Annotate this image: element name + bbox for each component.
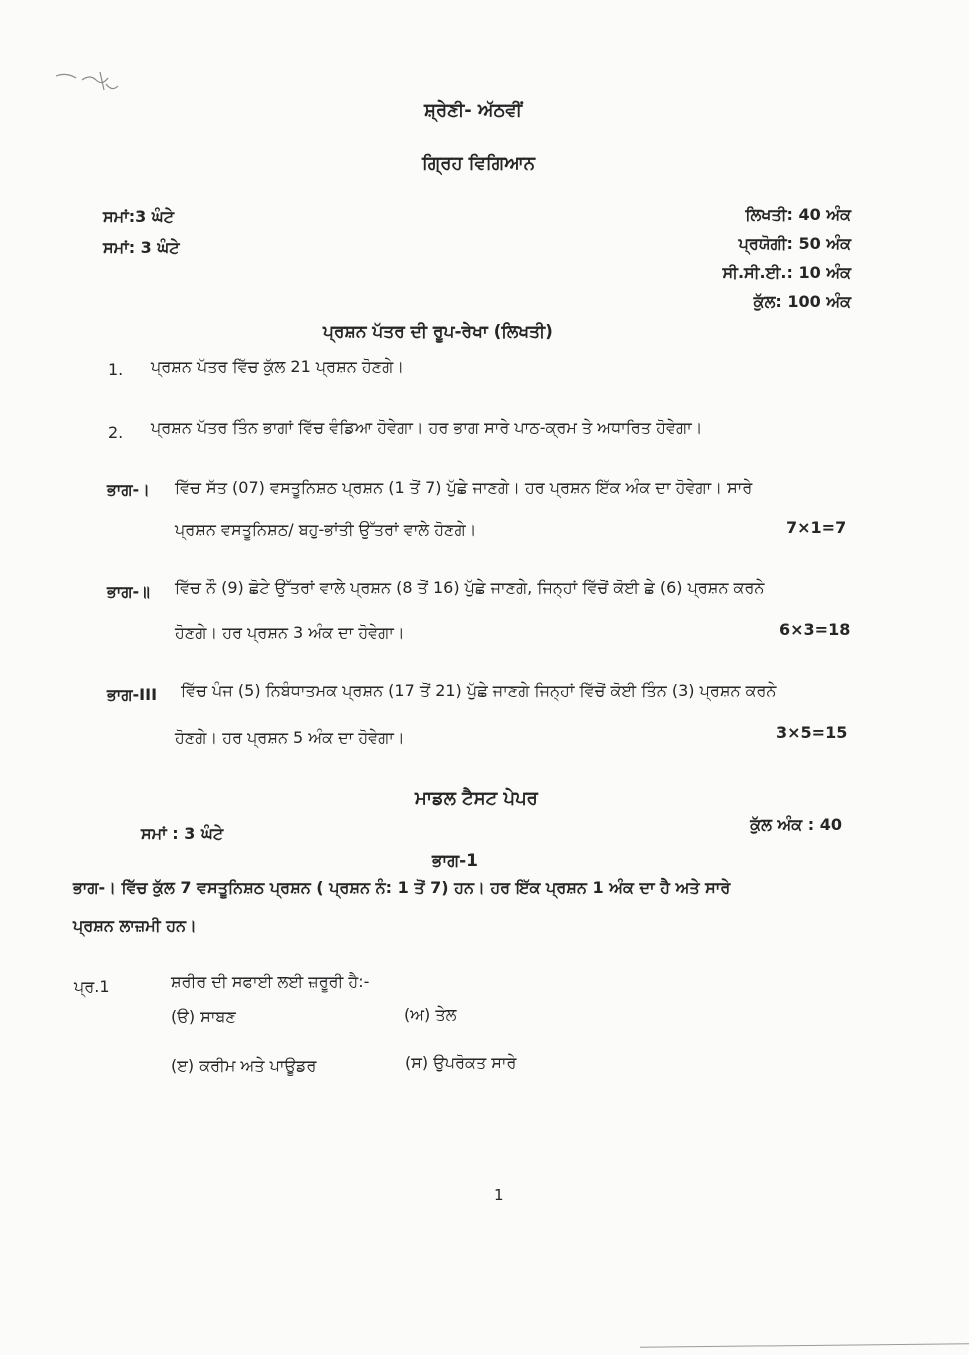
part-description-line2: ਪ੍ਰਸ਼ਨ ਵਸਤੂਨਿਸ਼ਠ/ ਬਹੁ-ਭਾਂਤੀ ਉੱਤਰਾਂ ਵਾਲੇ ਹੋਣਗੇ। — [175, 520, 477, 539]
marks-practical: ਪ੍ਰਯੋਗੀ: 50 ਅੰਕ — [738, 234, 851, 253]
marks-cce: ਸੀ.ਸੀ.ਈ.: 10 ਅੰਕ — [722, 263, 851, 282]
section-heading: ਭਾਗ-1 — [432, 851, 478, 871]
subject-title: ਗ੍ਰਿਹ ਵਿਗਿਆਨ — [422, 153, 536, 174]
section-instruction-line2: ਪ੍ਰਸ਼ਨ ਲਾਜ਼ਮੀ ਹਨ। — [73, 916, 197, 935]
question-option: (ੳ) ਸਾਬਣ — [171, 1007, 236, 1026]
pen-scribble-mark — [52, 66, 132, 96]
part-description-line2: ਹੋਣਗੇ। ਹਰ ਪ੍ਰਸ਼ਨ 5 ਅੰਕ ਦਾ ਹੋਵੇਗਾ। — [175, 728, 405, 747]
part-description-line1: ਵਿੱਚ ਪੰਜ (5) ਨਿਬੰਧਾਤਮਕ ਪ੍ਰਸ਼ਨ (17 ਤੋਂ 21) ਪੁੱਛੇ ਜਾਣਗੇ ਜਿਨ੍ਹਾਂ ਵਿੱਚੋਂ ਕੋਈ ਤਿੰਨ (3) ਪ੍ਰਸ਼ਨ ਕਰਨੇ — [181, 681, 777, 700]
part-label: ਭਾਗ-। — [107, 480, 150, 499]
marks-written: ਲਿਖਤੀ: 40 ਅੰਕ — [745, 205, 851, 224]
part-marks: 3×5=15 — [776, 723, 848, 742]
time-line-2: ਸਮਾਂ: 3 ਘੰਟੇ — [103, 238, 180, 257]
marks-total: ਕੁੱਲ: 100 ਅੰਕ — [753, 292, 851, 311]
outline-title: ਪ੍ਰਸ਼ਨ ਪੱਤਰ ਦੀ ਰੂਪ-ਰੇਖਾ (ਲਿਖਤੀ) — [323, 322, 553, 342]
model-paper-title: ਮਾਡਲ ਟੈਸਟ ਪੇਪਰ — [415, 788, 538, 809]
question-text: ਸ਼ਰੀਰ ਦੀ ਸਫਾਈ ਲਈ ਜ਼ਰੂਰੀ ਹੈ:- — [171, 972, 370, 991]
point-number: 1. — [108, 360, 124, 379]
time-line-1: ਸਮਾਂ:3 ਘੰਟੇ — [103, 207, 174, 226]
section-instruction-line1: ਭਾਗ-। ਵਿੱਚ ਕੁੱਲ 7 ਵਸਤੂਨਿਸ਼ਠ ਪ੍ਰਸ਼ਨ ( ਪ੍ਰਸ਼ਨ ਨੰ: 1 ਤੋਂ 7) ਹਨ। ਹਰ ਇੱਕ ਪ੍ਰਸ਼ਨ 1 ਅੰਕ ਦਾ ਹੈ ਅਤੇ ਸਾਰੇ — [73, 878, 731, 897]
point-number: 2. — [108, 423, 124, 442]
point-text: ਪ੍ਰਸ਼ਨ ਪੱਤਰ ਵਿੱਚ ਕੁੱਲ 21 ਪ੍ਰਸ਼ਨ ਹੋਣਗੇ। — [151, 357, 404, 376]
part-label: ਭਾਗ-III — [107, 685, 158, 704]
question-number: ਪ੍ਰ.1 — [74, 977, 110, 996]
page-number: 1 — [494, 1186, 504, 1204]
part-marks: 6×3=18 — [779, 620, 851, 639]
model-paper-total-marks: ਕੁੱਲ ਅੰਕ : 40 — [750, 815, 842, 834]
page-edge-line — [640, 1343, 969, 1347]
question-option: (ਸ) ਉਪਰੋਕਤ ਸਾਰੇ — [405, 1053, 517, 1072]
model-paper-time: ਸਮਾਂ : 3 ਘੰਟੇ — [141, 824, 224, 843]
part-description-line1: ਵਿੱਚ ਨੌ (9) ਛੋਟੇ ਉੱਤਰਾਂ ਵਾਲੇ ਪ੍ਰਸ਼ਨ (8 ਤੋਂ 16) ਪੁੱਛੇ ਜਾਣਗੇ, ਜਿਨ੍ਹਾਂ ਵਿੱਚੋਂ ਕੋਈ ਛੇ (6) ਪ੍ਰਸ਼ਨ ਕਰਨੇ — [175, 578, 765, 597]
part-marks: 7×1=7 — [786, 518, 847, 537]
part-description-line2: ਹੋਣਗੇ। ਹਰ ਪ੍ਰਸ਼ਨ 3 ਅੰਕ ਦਾ ਹੋਵੇਗਾ। — [175, 623, 405, 642]
point-text: ਪ੍ਰਸ਼ਨ ਪੱਤਰ ਤਿੰਨ ਭਾਗਾਂ ਵਿੱਚ ਵੰਡਿਆ ਹੋਵੇਗਾ। ਹਰ ਭਾਗ ਸਾਰੇ ਪਾਠ-ਕ੍ਰਮ ਤੇ ਅਧਾਰਿਤ ਹੋਵੇਗਾ। — [151, 418, 703, 437]
part-description-line1: ਵਿੱਚ ਸੱਤ (07) ਵਸਤੂਨਿਸ਼ਠ ਪ੍ਰਸ਼ਨ (1 ਤੋਂ 7) ਪੁੱਛੇ ਜਾਣਗੇ। ਹਰ ਪ੍ਰਸ਼ਨ ਇੱਕ ਅੰਕ ਦਾ ਹੋਵੇਗਾ। ਸਾਰੇ — [175, 478, 753, 497]
question-option: (ੲ) ਕਰੀਮ ਅਤੇ ਪਾਊਡਰ — [171, 1056, 317, 1075]
part-label: ਭਾਗ-॥ — [107, 582, 150, 601]
class-title: ਸ਼੍ਰੇਣੀ- ਅੱਠਵੀਂ — [424, 100, 523, 121]
question-option: (ਅ) ਤੇਲ — [404, 1005, 457, 1024]
